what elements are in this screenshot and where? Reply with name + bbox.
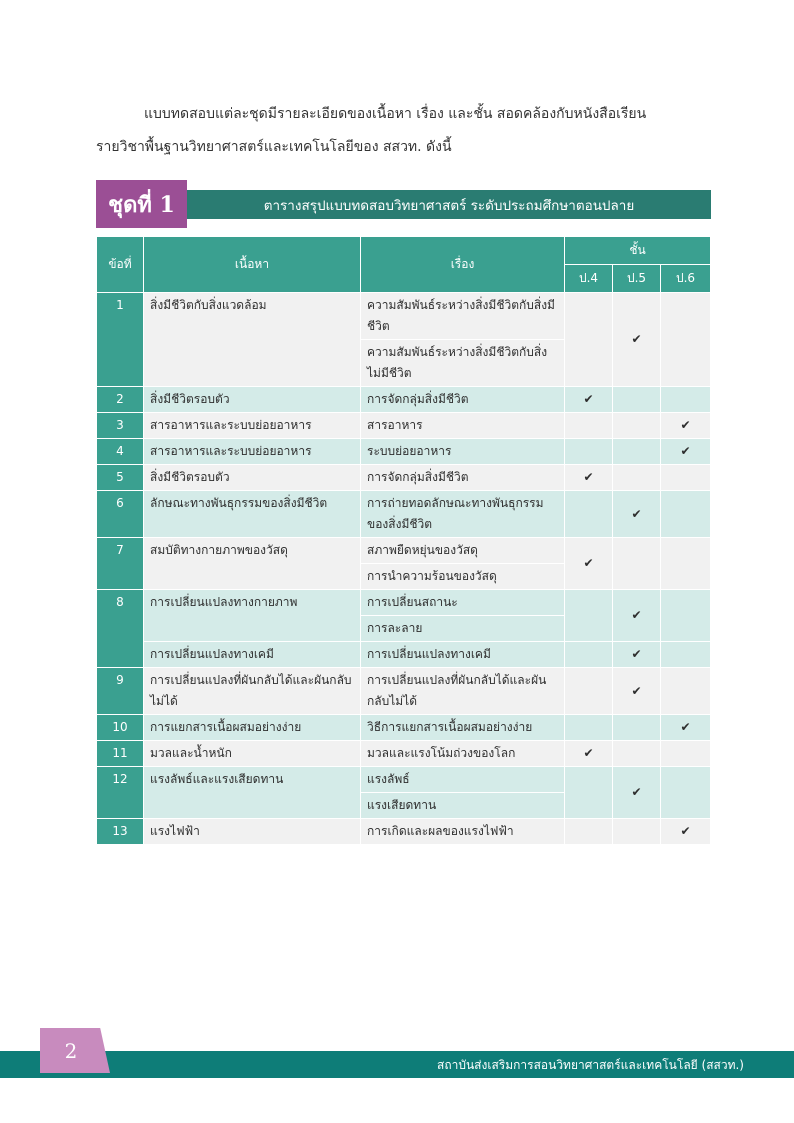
page-number: 2 xyxy=(64,1038,78,1063)
table-row xyxy=(97,439,711,465)
check-mark-icon: ✔ xyxy=(613,491,661,538)
row-number: 6 xyxy=(97,491,144,538)
row-content: สิ่งมีชีวิตรอบตัว xyxy=(144,387,361,413)
row-topic: การเปลี่ยนแปลงทางเคมี xyxy=(361,642,565,668)
row-topic: สภาพยืดหยุ่นของวัสดุ xyxy=(361,538,565,564)
row-number: 5 xyxy=(97,465,144,491)
row-content: สิ่งมีชีวิตรอบตัว xyxy=(144,465,361,491)
row-topic: มวลและแรงโน้มถ่วงของโลก xyxy=(361,741,565,767)
row-number: 13 xyxy=(97,819,144,845)
header-p5: ป.5 xyxy=(613,265,661,293)
header-content: เนื้อหา xyxy=(144,237,361,293)
check-mark-icon: ✔ xyxy=(661,819,711,845)
check-mark-icon: ✔ xyxy=(565,387,613,413)
cell-p5 xyxy=(613,741,661,767)
row-topic: ระบบย่อยอาหาร xyxy=(361,439,565,465)
row-number: 2 xyxy=(97,387,144,413)
check-mark-icon: ✔ xyxy=(613,767,661,819)
table-row xyxy=(97,293,711,340)
table-row xyxy=(97,819,711,845)
row-topic: ความสัมพันธ์ระหว่างสิ่งมีชีวิตกับสิ่งมีชีวิต xyxy=(361,293,565,340)
check-mark-icon: ✔ xyxy=(661,439,711,465)
intro-line-1: แบบทดสอบแต่ละชุดมีรายละเอียดของเนื้อหา เรื่อง และชั้น สอดคล้องกับหนังสือเรียน xyxy=(144,106,647,122)
cell-p4 xyxy=(565,767,613,819)
cell-p4 xyxy=(565,642,613,668)
table-row xyxy=(97,668,711,715)
row-content: การแยกสารเนื้อผสมอย่างง่าย xyxy=(144,715,361,741)
row-topic: แรงเสียดทาน xyxy=(361,793,565,819)
check-mark-icon: ✔ xyxy=(613,642,661,668)
check-mark-icon: ✔ xyxy=(613,590,661,642)
row-topic: การเปลี่ยนแปลงที่ผันกลับได้และผันกลับไม่ได้ xyxy=(361,668,565,715)
row-topic: การจัดกลุ่มสิ่งมีชีวิต xyxy=(361,465,565,491)
cell-p5 xyxy=(613,715,661,741)
row-topic: การจัดกลุ่มสิ่งมีชีวิต xyxy=(361,387,565,413)
table-row xyxy=(97,491,711,538)
row-content: สารอาหารและระบบย่อยอาหาร xyxy=(144,439,361,465)
row-topic: การถ่ายทอดลักษณะทางพันธุกรรมของสิ่งมีชีวิต xyxy=(361,491,565,538)
row-topic: วิธีการแยกสารเนื้อผสมอย่างง่าย xyxy=(361,715,565,741)
row-number: 4 xyxy=(97,439,144,465)
cell-p4 xyxy=(565,293,613,387)
row-topic: การเกิดและผลของแรงไฟฟ้า xyxy=(361,819,565,845)
row-topic: ความสัมพันธ์ระหว่างสิ่งมีชีวิตกับสิ่งไม่มีชีวิต xyxy=(361,340,565,387)
table-row xyxy=(97,767,711,793)
cell-p6 xyxy=(661,642,711,668)
row-content: สมบัติทางกายภาพของวัสดุ xyxy=(144,538,361,590)
check-mark-icon: ✔ xyxy=(661,413,711,439)
header-p6: ป.6 xyxy=(661,265,711,293)
table-row xyxy=(97,413,711,439)
cell-p4 xyxy=(565,668,613,715)
header-no: ข้อที่ xyxy=(97,237,144,293)
cell-p4 xyxy=(565,715,613,741)
cell-p5 xyxy=(613,465,661,491)
cell-p4 xyxy=(565,413,613,439)
row-topic: แรงลัพธ์ xyxy=(361,767,565,793)
table-row xyxy=(97,642,711,668)
intro-line-2: รายวิชาพื้นฐานวิทยาศาสตร์และเทคโนโลยีของ สสวท. ดังนี้ xyxy=(96,139,452,155)
row-topic: สารอาหาร xyxy=(361,413,565,439)
row-number: 12 xyxy=(97,767,144,819)
check-mark-icon: ✔ xyxy=(613,668,661,715)
table-title: ตารางสรุปแบบทดสอบวิทยาศาสตร์ ระดับประถมศึกษาตอนปลาย xyxy=(187,190,711,219)
row-topic: การเปลี่ยนสถานะ xyxy=(361,590,565,616)
cell-p6 xyxy=(661,293,711,387)
table-row xyxy=(97,590,711,616)
row-content: สารอาหารและระบบย่อยอาหาร xyxy=(144,413,361,439)
cell-p6 xyxy=(661,668,711,715)
row-number: 3 xyxy=(97,413,144,439)
cell-p5 xyxy=(613,439,661,465)
row-content: สิ่งมีชีวิตกับสิ่งแวดล้อม xyxy=(144,293,361,387)
row-topic: การนำความร้อนของวัสดุ xyxy=(361,564,565,590)
table-row xyxy=(97,715,711,741)
row-content: การเปลี่ยนแปลงที่ผันกลับได้และผันกลับไม่ได้ xyxy=(144,668,361,715)
cell-p4 xyxy=(565,819,613,845)
cell-p6 xyxy=(661,767,711,819)
set-badge: ชุดที่ 1 xyxy=(96,180,187,228)
row-content: การเปลี่ยนแปลงทางกายภาพ xyxy=(144,590,361,642)
cell-p5 xyxy=(613,413,661,439)
header-p4: ป.4 xyxy=(565,265,613,293)
row-content: มวลและน้ำหนัก xyxy=(144,741,361,767)
row-content: ลักษณะทางพันธุกรรมของสิ่งมีชีวิต xyxy=(144,491,361,538)
check-mark-icon: ✔ xyxy=(565,465,613,491)
row-number: 9 xyxy=(97,668,144,715)
cell-p6 xyxy=(661,590,711,642)
cell-p6 xyxy=(661,465,711,491)
row-number: 7 xyxy=(97,538,144,590)
row-number: 10 xyxy=(97,715,144,741)
header-grade: ชั้น xyxy=(565,237,711,265)
footer-org-name: สถาบันส่งเสริมการสอนวิทยาศาสตร์และเทคโนโลยี (สสวท.) xyxy=(437,1058,744,1072)
header-topic: เรื่อง xyxy=(361,237,565,293)
row-content: แรงลัพธ์และแรงเสียดทาน xyxy=(144,767,361,819)
cell-p6 xyxy=(661,491,711,538)
cell-p4 xyxy=(565,491,613,538)
row-topic: การละลาย xyxy=(361,616,565,642)
row-number: 8 xyxy=(97,590,144,668)
cell-p5 xyxy=(613,538,661,590)
cell-p4 xyxy=(565,590,613,642)
table-row xyxy=(97,387,711,413)
cell-p6 xyxy=(661,741,711,767)
cell-p5 xyxy=(613,387,661,413)
check-mark-icon: ✔ xyxy=(565,741,613,767)
cell-p6 xyxy=(661,387,711,413)
row-number: 11 xyxy=(97,741,144,767)
intro-paragraph xyxy=(96,98,708,164)
summary-table xyxy=(96,236,711,845)
cell-p4 xyxy=(565,439,613,465)
table-row xyxy=(97,741,711,767)
cell-p6 xyxy=(661,538,711,590)
row-content: แรงไฟฟ้า xyxy=(144,819,361,845)
check-mark-icon: ✔ xyxy=(661,715,711,741)
row-number: 1 xyxy=(97,293,144,387)
row-content: การเปลี่ยนแปลงทางเคมี xyxy=(144,642,361,668)
table-row xyxy=(97,465,711,491)
check-mark-icon: ✔ xyxy=(565,538,613,590)
cell-p5 xyxy=(613,819,661,845)
table-row xyxy=(97,538,711,564)
check-mark-icon: ✔ xyxy=(613,293,661,387)
